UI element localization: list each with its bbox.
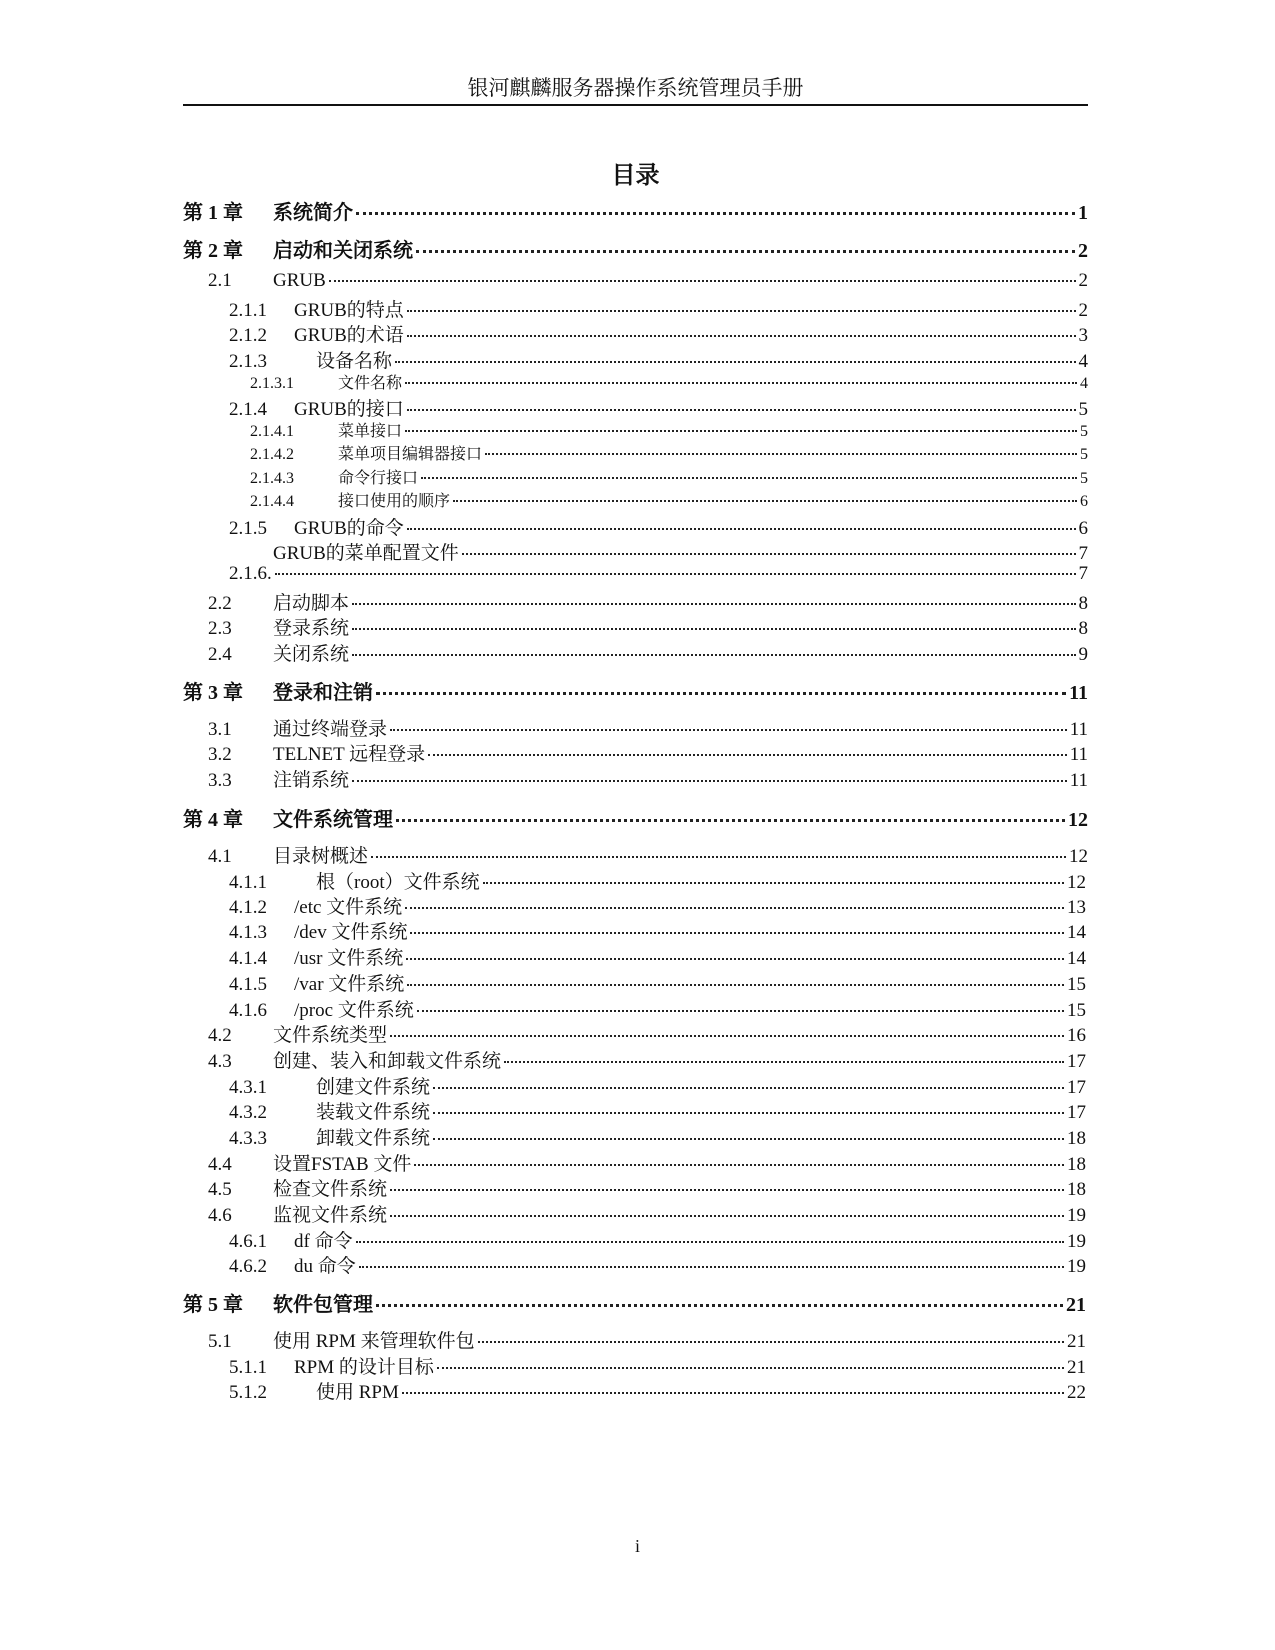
toc-chapter-entry[interactable] bbox=[183, 676, 1088, 705]
toc-entry-title: 设置FSTAB 文件 bbox=[273, 1154, 412, 1175]
toc-entry-title: 菜单项目编辑器接口 bbox=[338, 446, 483, 463]
toc-entry[interactable] bbox=[229, 563, 1088, 585]
toc-entry-number: 2.1.2 bbox=[229, 325, 267, 346]
toc-entry-title: 通过终端登录 bbox=[273, 719, 388, 740]
toc-entry[interactable] bbox=[229, 995, 1086, 1022]
toc-entry-title: 启动脚本 bbox=[273, 593, 350, 614]
toc-entry[interactable] bbox=[229, 346, 1088, 373]
toc-entry-number: 第 3 章 bbox=[183, 682, 243, 704]
toc-entry-title: GRUB的特点 bbox=[294, 300, 404, 321]
toc-entry-title: 使用 RPM 来管理软件包 bbox=[273, 1331, 475, 1352]
toc-entry[interactable] bbox=[208, 588, 1088, 615]
toc-entry[interactable] bbox=[208, 1200, 1086, 1227]
toc-entry-title: GRUB的术语 bbox=[294, 325, 404, 346]
toc-entry-page: 9 bbox=[1078, 644, 1088, 665]
toc-entry[interactable] bbox=[208, 1020, 1086, 1047]
toc-entry-page: 11 bbox=[1069, 744, 1088, 765]
toc-entry[interactable] bbox=[208, 714, 1088, 741]
toc-entry[interactable] bbox=[229, 867, 1086, 894]
toc-entry[interactable] bbox=[229, 538, 1088, 565]
toc-entry-title: GRUB的命令 bbox=[294, 518, 404, 539]
toc-chapter-entry[interactable] bbox=[183, 196, 1088, 225]
dot-leader bbox=[356, 212, 1075, 215]
toc-entry-title: 设备名称 bbox=[316, 351, 393, 372]
toc-entry-number: 2.1 bbox=[208, 270, 232, 291]
toc-entry-title: 登录和注销 bbox=[273, 682, 373, 704]
dot-leader bbox=[275, 573, 1076, 575]
toc-entry-title: 使用 RPM bbox=[316, 1382, 399, 1403]
toc-entry[interactable] bbox=[229, 892, 1086, 919]
dot-leader bbox=[376, 1304, 1063, 1307]
toc-entry-title: TELNET 远程登录 bbox=[273, 744, 426, 765]
dot-leader bbox=[483, 882, 1064, 884]
toc-entry-title: GRUB的菜单配置文件 bbox=[273, 543, 459, 564]
dot-leader bbox=[371, 856, 1066, 858]
dot-leader bbox=[390, 729, 1067, 731]
toc-entry-number: 2.4 bbox=[208, 644, 232, 665]
dot-leader bbox=[414, 1164, 1064, 1166]
toc-entry[interactable] bbox=[250, 418, 1088, 441]
toc-entry-page: 21 bbox=[1066, 1294, 1086, 1316]
toc-entry-number: 2.2 bbox=[208, 593, 232, 614]
toc-entry[interactable] bbox=[229, 394, 1088, 421]
dot-leader bbox=[402, 1392, 1064, 1394]
toc-entry-title: df 命令 bbox=[294, 1231, 353, 1252]
toc-entry[interactable] bbox=[250, 370, 1088, 393]
toc-entry-page: 17 bbox=[1067, 1077, 1086, 1098]
toc-entry-number: 3.1 bbox=[208, 719, 232, 740]
dot-leader bbox=[416, 250, 1075, 253]
toc-entry-number: 2.1.6. bbox=[229, 563, 272, 584]
toc-entry[interactable] bbox=[208, 739, 1088, 766]
toc-entry-number: 4.6 bbox=[208, 1205, 232, 1226]
toc-entry-title: 系统简介 bbox=[273, 202, 353, 224]
toc-entry[interactable] bbox=[229, 943, 1086, 970]
toc-title: 目录 bbox=[611, 163, 660, 189]
toc-entry-title: RPM 的设计目标 bbox=[294, 1357, 434, 1378]
dot-leader bbox=[407, 528, 1076, 530]
dot-leader bbox=[390, 1189, 1064, 1191]
dot-leader bbox=[437, 1367, 1064, 1369]
toc-entry-number: 4.3.1 bbox=[229, 1077, 267, 1098]
toc-entry-number: 4.1.2 bbox=[229, 897, 267, 918]
toc-entry[interactable] bbox=[229, 1377, 1086, 1404]
toc-entry-title: 文件系统管理 bbox=[273, 809, 393, 831]
toc-entry-number: 第 5 章 bbox=[183, 1294, 243, 1316]
toc-entry-title: /etc 文件系统 bbox=[294, 897, 403, 918]
toc-entry-number: 4.1.5 bbox=[229, 974, 267, 995]
toc-entry-title: 创建、装入和卸载文件系统 bbox=[273, 1051, 502, 1072]
toc-entry-title: /proc 文件系统 bbox=[294, 1000, 414, 1021]
toc-entry-page: 5 bbox=[1080, 423, 1088, 440]
toc-entry-page: 12 bbox=[1069, 846, 1088, 867]
toc-entry-title: 启动和关闭系统 bbox=[273, 240, 413, 262]
toc-entry-page: 2 bbox=[1078, 240, 1088, 262]
toc-entry-page: 21 bbox=[1067, 1357, 1086, 1378]
toc-entry[interactable] bbox=[229, 1072, 1086, 1099]
toc-entry[interactable] bbox=[208, 270, 1088, 292]
toc-entry-page: 5 bbox=[1080, 470, 1088, 487]
toc-entry-page: 18 bbox=[1067, 1128, 1086, 1149]
toc-chapter-entry[interactable] bbox=[183, 1288, 1086, 1317]
toc-entry-page: 8 bbox=[1078, 593, 1088, 614]
toc-entry-title: /dev 文件系统 bbox=[294, 922, 408, 943]
toc-entry-page: 21 bbox=[1067, 1331, 1086, 1352]
toc-entry-number: 2.1.4.4 bbox=[250, 493, 294, 510]
toc-entry-page: 11 bbox=[1069, 682, 1088, 704]
toc-entry-page: 1 bbox=[1078, 202, 1088, 224]
toc-entry[interactable] bbox=[229, 1251, 1086, 1278]
toc-entry-page: 17 bbox=[1067, 1102, 1086, 1123]
toc-entry-page: 13 bbox=[1067, 897, 1086, 918]
toc-entry-page: 19 bbox=[1067, 1231, 1086, 1252]
toc-entry-page: 2 bbox=[1078, 270, 1088, 291]
toc-entry-number: 第 1 章 bbox=[183, 202, 243, 224]
dot-leader bbox=[433, 1112, 1064, 1114]
toc-entry-page: 6 bbox=[1078, 518, 1088, 539]
toc-entry-number: 4.3.3 bbox=[229, 1128, 267, 1149]
dot-leader bbox=[352, 780, 1067, 782]
toc-entry-title: 文件名称 bbox=[338, 375, 403, 392]
toc-entry-number: 5.1.1 bbox=[229, 1357, 267, 1378]
dot-leader bbox=[390, 1215, 1064, 1217]
toc-entry[interactable] bbox=[208, 1174, 1086, 1201]
toc-entry-number: 4.1.6 bbox=[229, 1000, 267, 1021]
toc-entry[interactable] bbox=[208, 841, 1088, 868]
dot-leader bbox=[352, 628, 1075, 630]
dot-leader bbox=[433, 1087, 1064, 1089]
toc-entry-title: 创建文件系统 bbox=[316, 1077, 431, 1098]
toc-entry-page: 19 bbox=[1067, 1256, 1086, 1277]
toc-entry-number: 3.2 bbox=[208, 744, 232, 765]
toc-entry[interactable] bbox=[208, 1326, 1086, 1353]
toc-entry-page: 4 bbox=[1080, 375, 1088, 392]
toc-entry-page: 18 bbox=[1067, 1154, 1086, 1175]
dot-leader bbox=[395, 361, 1075, 363]
toc-entry-page: 8 bbox=[1078, 618, 1088, 639]
toc-entry[interactable] bbox=[208, 639, 1088, 666]
toc-entry-page: 11 bbox=[1069, 770, 1088, 791]
toc-entry[interactable] bbox=[208, 1046, 1086, 1073]
toc-entry-number: 2.1.3.1 bbox=[250, 375, 294, 392]
toc-entry-title: 文件系统类型 bbox=[273, 1025, 388, 1046]
toc-entry-page: 3 bbox=[1078, 325, 1088, 346]
toc-entry-title: GRUB bbox=[273, 270, 326, 291]
toc-entry-title: 登录系统 bbox=[273, 618, 350, 639]
toc-entry-page: 17 bbox=[1067, 1051, 1086, 1072]
toc-entry-page: 12 bbox=[1068, 809, 1088, 831]
toc-entry-page: 2 bbox=[1078, 300, 1088, 321]
toc-entry-title: 目录树概述 bbox=[273, 846, 369, 867]
toc-entry-title: 接口使用的顺序 bbox=[338, 493, 451, 510]
toc-entry-page: 7 bbox=[1078, 563, 1088, 584]
dot-leader bbox=[390, 1035, 1064, 1037]
toc-entry[interactable] bbox=[208, 1149, 1086, 1176]
toc-entry[interactable] bbox=[229, 969, 1086, 996]
toc-entry-number: 4.1.3 bbox=[229, 922, 267, 943]
toc-entry-title: 根（root）文件系统 bbox=[316, 872, 480, 893]
dot-leader bbox=[478, 1341, 1064, 1343]
dot-leader bbox=[462, 553, 1076, 555]
toc-entry-number: 第 2 章 bbox=[183, 240, 243, 262]
toc-entry[interactable] bbox=[250, 441, 1088, 464]
toc-entry-number: 2.1.4.3 bbox=[250, 470, 294, 487]
toc-entry-page: 11 bbox=[1069, 719, 1088, 740]
dot-leader bbox=[329, 280, 1076, 282]
dot-leader bbox=[504, 1061, 1064, 1063]
toc-entry-number: 4.5 bbox=[208, 1179, 232, 1200]
dot-leader bbox=[352, 603, 1075, 605]
toc-entry-title: 检查文件系统 bbox=[273, 1179, 388, 1200]
toc-entry-page: 14 bbox=[1067, 948, 1086, 969]
toc-entry[interactable] bbox=[229, 1097, 1086, 1124]
toc-entry-title: 关闭系统 bbox=[273, 644, 350, 665]
dot-leader bbox=[356, 1241, 1064, 1243]
toc-entry-number: 2.1.4.1 bbox=[250, 423, 294, 440]
dot-leader bbox=[407, 409, 1076, 411]
toc-entry[interactable] bbox=[229, 917, 1086, 944]
toc-entry-title: 监视文件系统 bbox=[273, 1205, 388, 1226]
toc-entry-title: /var 文件系统 bbox=[294, 974, 405, 995]
toc-entry-number: 4.4 bbox=[208, 1154, 232, 1175]
dot-leader bbox=[405, 907, 1064, 909]
dot-leader bbox=[352, 654, 1075, 656]
toc-entry-title: 命令行接口 bbox=[338, 470, 419, 487]
toc-entry-number: 4.6.2 bbox=[229, 1256, 267, 1277]
toc-entry-number: 4.1.4 bbox=[229, 948, 267, 969]
toc-entry-number: 5.1.2 bbox=[229, 1382, 267, 1403]
toc-entry-number: 4.3.2 bbox=[229, 1102, 267, 1123]
dot-leader bbox=[453, 500, 1077, 502]
toc-entry-number: 2.1.1 bbox=[229, 300, 267, 321]
toc-entry-title: 菜单接口 bbox=[338, 423, 403, 440]
toc-entry-number: 2.1.3 bbox=[229, 351, 267, 372]
toc-entry-page: 5 bbox=[1078, 399, 1088, 420]
toc-entry-number: 5.1 bbox=[208, 1331, 232, 1352]
toc-entry-page: 12 bbox=[1067, 872, 1086, 893]
dot-leader bbox=[407, 335, 1076, 337]
toc-entry-page: 15 bbox=[1067, 1000, 1086, 1021]
toc-chapter-entry[interactable] bbox=[183, 803, 1088, 832]
toc-entry-number: 4.2 bbox=[208, 1025, 232, 1046]
toc-entry-page: 16 bbox=[1067, 1025, 1086, 1046]
toc-entry-page: 15 bbox=[1067, 974, 1086, 995]
page-number: i bbox=[634, 1536, 640, 1556]
toc-entry-title: /usr 文件系统 bbox=[294, 948, 404, 969]
toc-entry-number: 4.6.1 bbox=[229, 1231, 267, 1252]
toc-entry-number: 4.3 bbox=[208, 1051, 232, 1072]
dot-leader bbox=[433, 1138, 1064, 1140]
dot-leader bbox=[405, 430, 1077, 432]
toc-entry[interactable] bbox=[208, 765, 1088, 792]
toc-entry-title: 卸载文件系统 bbox=[316, 1128, 431, 1149]
toc-entry-title: 注销系统 bbox=[273, 770, 350, 791]
toc-entry[interactable] bbox=[229, 295, 1088, 322]
toc-entry-page: 14 bbox=[1067, 922, 1086, 943]
toc-entry-number: 3.3 bbox=[208, 770, 232, 791]
toc-entry-title: du 命令 bbox=[294, 1256, 356, 1277]
toc-entry-number: 2.3 bbox=[208, 618, 232, 639]
dot-leader bbox=[407, 984, 1064, 986]
toc-entry-number: 2.1.4 bbox=[229, 399, 267, 420]
toc-entry-page: 19 bbox=[1067, 1205, 1086, 1226]
dot-leader bbox=[376, 692, 1066, 695]
toc-entry-page: 4 bbox=[1078, 351, 1088, 372]
toc-entry-title: GRUB的接口 bbox=[294, 399, 404, 420]
dot-leader bbox=[406, 958, 1064, 960]
dot-leader bbox=[410, 932, 1064, 934]
toc-entry[interactable] bbox=[208, 613, 1088, 640]
toc-entry-number: 4.1 bbox=[208, 846, 232, 867]
dot-leader bbox=[405, 382, 1077, 384]
dot-leader bbox=[359, 1266, 1064, 1268]
dot-leader bbox=[396, 819, 1065, 822]
toc-entry[interactable] bbox=[250, 465, 1088, 488]
toc-entry-number: 2.1.4.2 bbox=[250, 446, 294, 463]
dot-leader bbox=[421, 477, 1077, 479]
toc-entry[interactable] bbox=[229, 1352, 1086, 1379]
toc-entry-number: 第 4 章 bbox=[183, 809, 243, 831]
dot-leader bbox=[485, 453, 1077, 455]
toc-entry-page: 22 bbox=[1067, 1382, 1086, 1403]
toc-entry[interactable] bbox=[229, 513, 1088, 540]
toc-entry-page: 7 bbox=[1078, 543, 1088, 564]
toc-entry-number: 2.1.5 bbox=[229, 518, 267, 539]
dot-leader bbox=[407, 310, 1076, 312]
toc-chapter-entry[interactable] bbox=[183, 234, 1088, 263]
toc-entry[interactable] bbox=[229, 1226, 1086, 1253]
toc-entry[interactable] bbox=[229, 1123, 1086, 1150]
running-header: 银河麒麟服务器操作系统管理员手册 bbox=[467, 76, 804, 100]
toc-entry[interactable] bbox=[250, 488, 1088, 511]
toc-entry-page: 6 bbox=[1080, 493, 1088, 510]
toc-entry-title: 装载文件系统 bbox=[316, 1102, 431, 1123]
dot-leader bbox=[417, 1010, 1064, 1012]
dot-leader bbox=[428, 754, 1067, 756]
toc-entry-page: 18 bbox=[1067, 1179, 1086, 1200]
toc-entry-page: 5 bbox=[1080, 446, 1088, 463]
toc-entry[interactable] bbox=[229, 320, 1088, 347]
toc-entry-title: 软件包管理 bbox=[273, 1294, 373, 1316]
toc-entry-number: 4.1.1 bbox=[229, 872, 267, 893]
